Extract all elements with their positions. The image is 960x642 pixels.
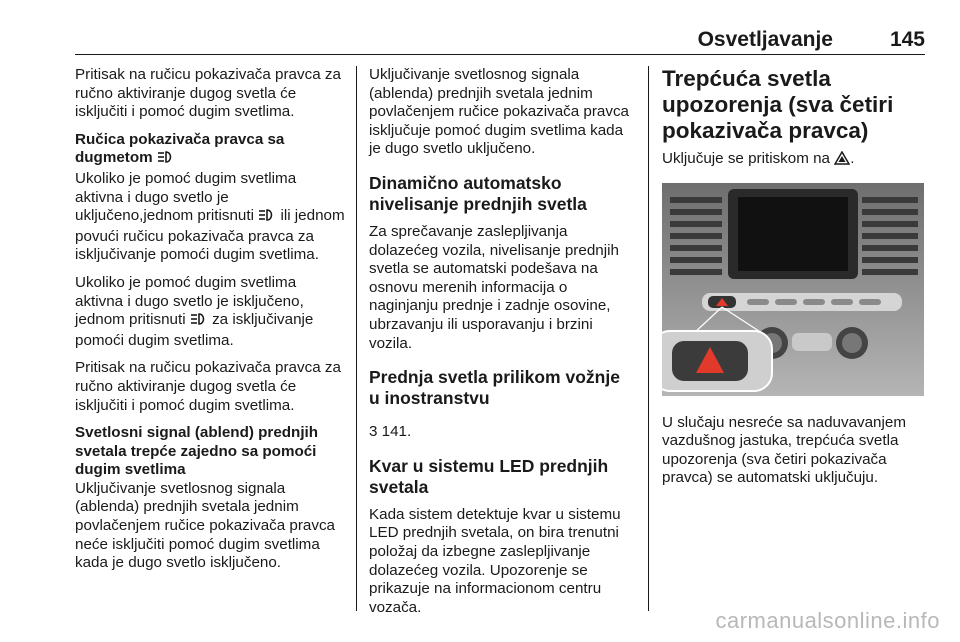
high-beam-icon [258, 208, 276, 228]
paragraph: Pritisak na ručicu pokazivača pravca za ručno aktiviranje dugog svetla će isključiti i pomoć dugim svetlima. [75, 66, 341, 121]
subheading: Svetlosni signal (ablend) prednjih svetala trepće zajedno sa pomoći dugim svetlima [75, 424, 319, 479]
page-number: 145 [889, 28, 925, 51]
paragraph: Kada sistem detektuje kvar u sistemu LED prednjih svetala, on bira trenutni položaj da izbegne zaslepljivanje dolazećeg vozila. Upozorenje se prikazuje na informacionom centru vozača. [369, 505, 621, 616]
paragraph: Pritisak na ručicu pokazivača pravca za ručno aktiviranje dugog svetla će isključiti i pomoć dugim svetlima. [75, 359, 341, 414]
hazard-button-photo [662, 183, 924, 396]
paragraph: Za sprečavanje zaslepljivanja dolazećeg vozila, nivelisanje prednjih svetla se automatski podešava na osnovu merenih informacija o naginjanju prednje i zadnje osovine, ubrzavanju ili usporavanju i brzini vozila. [369, 222, 619, 352]
cross-reference[interactable]: 3 141. [369, 423, 412, 441]
column-3 [662, 66, 930, 497]
section-heading: Kvar u sistemu LED prednjih svetala [369, 455, 609, 497]
paragraph: Uključivanje svetlosnog signala (ablenda) prednjih svetala jednim povlačenjem ručice pokazivača pravca neće isključiti pomoć dugim svetlima kada je dugo svetlo isključeno. [75, 479, 336, 572]
subheading: Ručica pokazivača pravca sa dugmetom [75, 131, 347, 170]
page-header [75, 28, 925, 55]
column-divider [648, 66, 649, 611]
paragraph: Ukoliko je pomoć dugim svetlima aktivna i dugo svetlo je uključeno,jednom pritisnuti ili jednom povući ručicu pokazivača pravca za isključivanje pomoći dugim svetlima. [75, 169, 345, 264]
column-1 [75, 66, 347, 582]
watermark: carmanualsonline.info [715, 608, 940, 633]
column-divider [356, 66, 357, 611]
paragraph: Uključivanje svetlosnog signala (ablenda) prednjih svetala jednim povlačenjem ručice pokazivača pravca isključuje pomoć dugim svetlima kada je dugo svetlo uključeno. [369, 66, 630, 158]
section-heading: Dinamično automatsko nivelisanje prednjih svetla [369, 172, 587, 214]
paragraph: Uključuje se pritiskom na . [662, 150, 930, 171]
section-heading: Trepćuća svetla upozorenja (sva četiri pokazivača pravca) [662, 66, 894, 143]
section-heading: Prednja svetla prilikom vožnje u inostranstvu [369, 367, 620, 409]
paragraph: Ukoliko je pomoć dugim svetlima aktivna i dugo svetlo je isključeno, jednom pritisnuti za isključivanje pomoći dugim svetlima. [75, 273, 314, 349]
column-2 [369, 66, 635, 626]
paragraph: U slučaju nesreće sa naduvavanjem vazdušnog jastuka, trepćuća svetla upozorenja (sva četiri pokazivača pravca) se automatski uključuju. [662, 413, 906, 487]
high-beam-icon [157, 150, 175, 170]
page-title: Osvetljavanje [697, 28, 833, 51]
high-beam-icon [190, 312, 208, 332]
hazard-triangle-icon [834, 151, 850, 171]
